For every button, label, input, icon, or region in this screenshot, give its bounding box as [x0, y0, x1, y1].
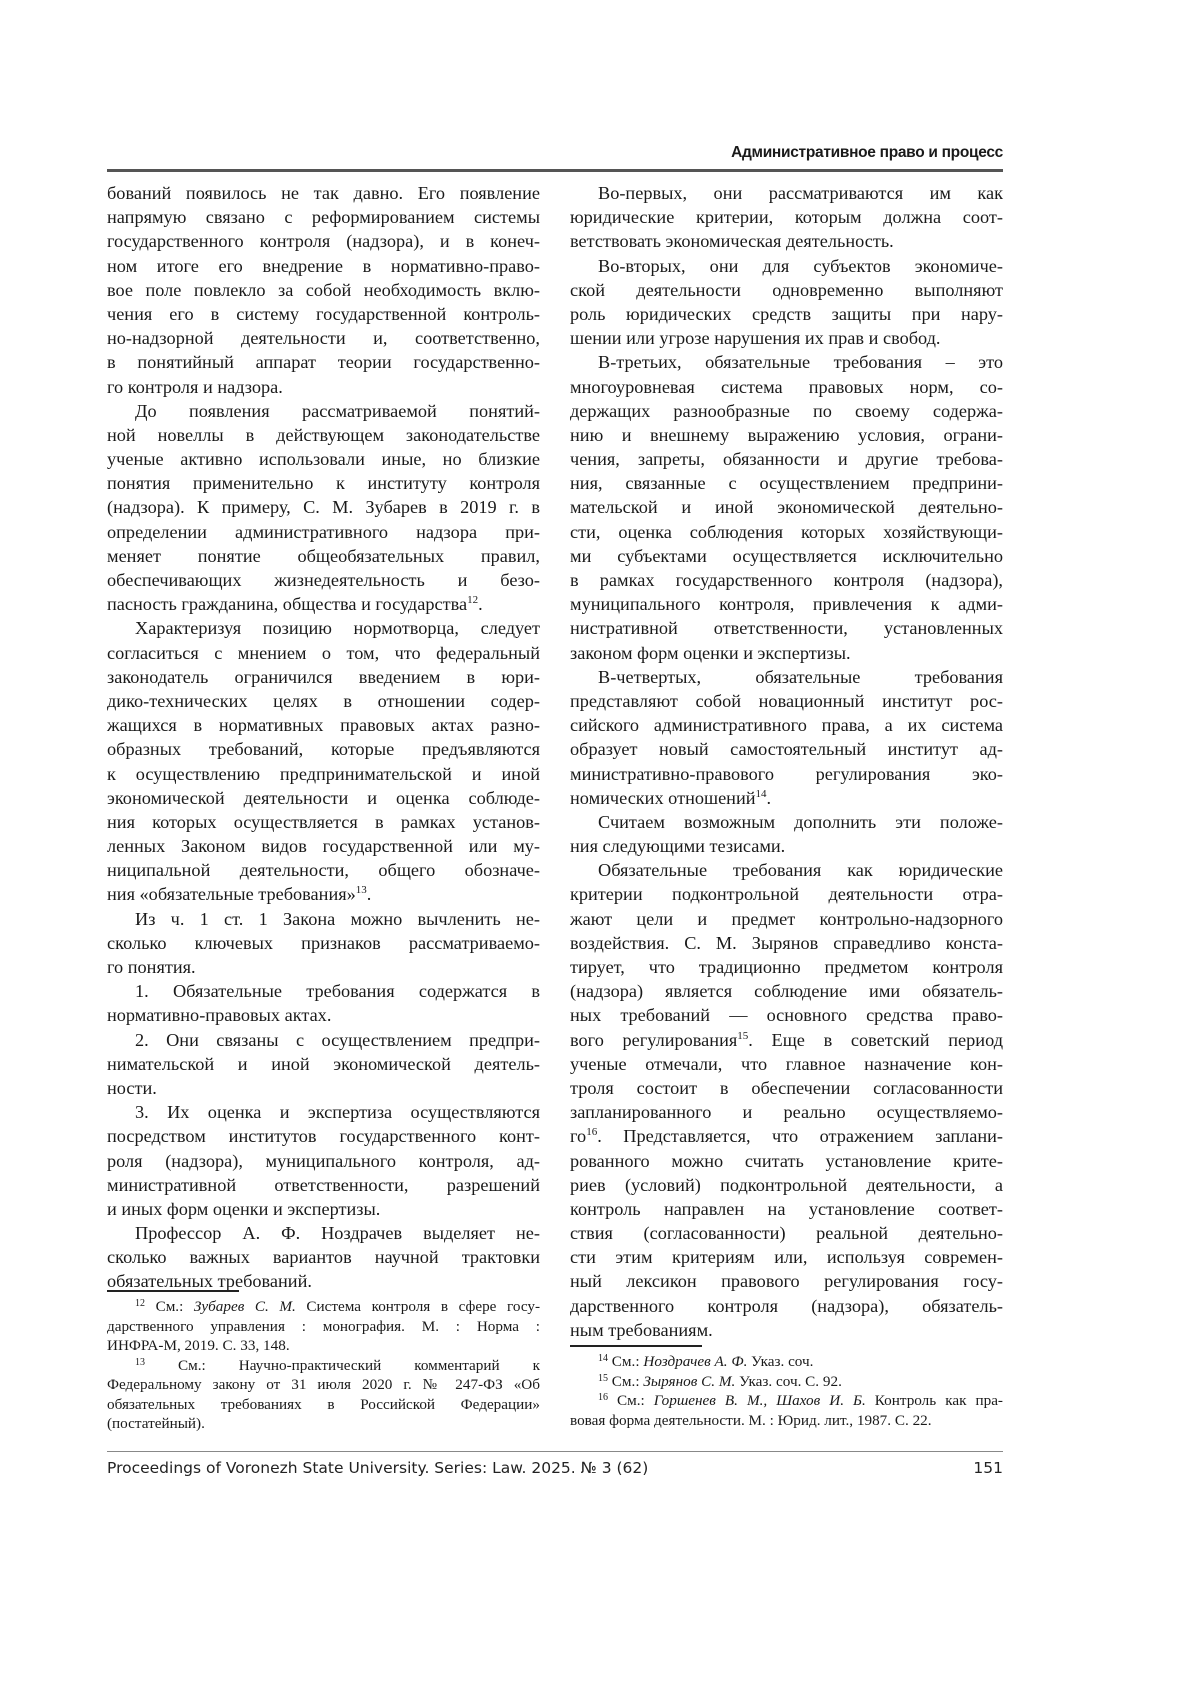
text-line: [107, 786, 540, 810]
text-run: жащихся в нормативных правовых актах разно-: [107, 715, 540, 735]
text-run: Характеризуя позицию нормотворца, следует: [135, 618, 540, 638]
text-line: [107, 1149, 540, 1173]
text-run: юридические критерии, которым должна соот-: [570, 207, 1003, 227]
text-run: 2. Они связаны с осуществлением предпри-: [135, 1030, 540, 1050]
text-run: сти этим критериям или, используя современ-: [570, 1247, 1003, 1267]
text-line: [107, 762, 540, 786]
text-run: образует новый самостоятельный институт ад-: [570, 739, 1003, 759]
text-run: бований появилось не так давно. Его появление: [107, 183, 540, 203]
text-run: пасность гражданина, общества и государства: [107, 594, 467, 614]
author-name: Ноздрачев А. Ф.: [643, 1353, 747, 1370]
text-line: [107, 544, 540, 568]
text-line: [107, 1028, 540, 1052]
paragraph: [107, 979, 540, 1027]
text-run: к осуществлению предпринимательской и иной: [107, 764, 540, 784]
text-run: сийского административного права, а их система: [570, 715, 1003, 735]
text-line: [107, 302, 540, 326]
text-line: [570, 471, 1003, 495]
footnote-ref: 12: [135, 1298, 145, 1309]
text-line: [107, 1375, 540, 1395]
text-line: [570, 762, 1003, 786]
text-run: ным требованиям.: [570, 1320, 713, 1340]
text-run: тирует, что традиционно предметом контроля: [570, 957, 1003, 977]
text-run: воздействия. С. М. Зырянов справедливо конста-: [570, 933, 1003, 953]
text-run: министративно-правового регулирования эко-: [570, 764, 1003, 784]
text-line: [570, 1028, 1003, 1052]
footnote-rule-right: [570, 1345, 702, 1347]
text-line: [107, 1395, 540, 1415]
text-line: [107, 1336, 540, 1356]
text-line: [570, 1052, 1003, 1076]
text-run: сколько ключевых признаков рассматриваемо-: [107, 933, 540, 953]
text-line: [107, 447, 540, 471]
text-run: ных требований — основного средства право-: [570, 1005, 1003, 1025]
paragraph: [107, 1028, 540, 1101]
text-line: [107, 278, 540, 302]
text-line: [107, 1003, 540, 1027]
text-line: [107, 713, 540, 737]
text-run: государственного контроля (надзора), и в конеч-: [107, 231, 540, 251]
text-line: [107, 1100, 540, 1124]
text-line: [570, 1352, 1003, 1372]
text-line: [570, 1294, 1003, 1318]
text-run: ный лексикон правового регулирования госу-: [570, 1271, 1003, 1291]
text-line: [570, 1221, 1003, 1245]
paragraph: [570, 350, 1003, 664]
text-line: [570, 616, 1003, 640]
text-run: обязательных требованиях в Российской Федерации»: [107, 1396, 540, 1413]
text-line: [570, 1124, 1003, 1148]
text-line: [570, 1173, 1003, 1197]
text-line: [570, 399, 1003, 423]
text-line: [570, 568, 1003, 592]
text-line: [570, 1269, 1003, 1293]
text-line: [570, 979, 1003, 1003]
text-run: ИНФРА-М, 2019. С. 33, 148.: [107, 1337, 290, 1354]
text-line: [107, 181, 540, 205]
text-run: роля (надзора), муниципального контроля, ад-: [107, 1151, 540, 1171]
text-line: [570, 205, 1003, 229]
paragraph: [107, 1356, 540, 1434]
text-line: [107, 495, 540, 519]
text-line: [107, 1221, 540, 1245]
text-line: [570, 1318, 1003, 1342]
paragraph: [570, 254, 1003, 351]
footnotes-left: [107, 1297, 540, 1434]
author-name: Горшенев В. М., Шахов И. Б.: [654, 1392, 866, 1409]
text-run: риев (условий) подконтрольной деятельности, а: [570, 1175, 1003, 1195]
text-run: Указ. соч. С. 92.: [735, 1373, 842, 1390]
text-run: рованного можно считать установление крите-: [570, 1151, 1003, 1171]
page-footer: [107, 1459, 1003, 1477]
text-run: ния следующими тезисами.: [570, 836, 785, 856]
text-line: [570, 544, 1003, 568]
text-line: [107, 1052, 540, 1076]
text-run: но-надзорной деятельности и, соответственно,: [107, 328, 540, 348]
text-run: номических отношений: [570, 788, 756, 808]
text-line: [570, 1391, 1003, 1411]
text-line: [107, 205, 540, 229]
paragraph: [107, 1221, 540, 1294]
text-run: 1. Обязательные требования содержатся в: [135, 981, 540, 1001]
text-line: [107, 665, 540, 689]
text-run: дарственного контроля (надзора), обязатель-: [570, 1296, 1003, 1316]
text-run: дико-технических целях в отношении содер-: [107, 691, 540, 711]
author-name: Зырянов С. М.: [643, 1373, 735, 1390]
text-run: Федеральному закону от 31 июля 2020 г. № 247-ФЗ «Об: [107, 1376, 540, 1393]
text-line: [570, 737, 1003, 761]
text-run: В-четвертых, обязательные требования: [598, 667, 1003, 687]
text-line: [107, 1414, 540, 1434]
text-line: [107, 423, 540, 447]
text-run: Во-вторых, они для субъектов экономиче-: [598, 256, 1003, 276]
text-run: шении или угрозе нарушения их прав и свобод.: [570, 328, 941, 348]
footnote-ref: 15: [737, 1030, 748, 1042]
text-run: Обязательные требования как юридические: [598, 860, 1003, 880]
text-run: ленных Законом видов государственной или му-: [107, 836, 540, 856]
text-run: образных требований, которые предъявляются: [107, 739, 540, 759]
text-run: определении административного надзора при-: [107, 522, 540, 542]
text-run: ученые отмечали, что главное назначение кон-: [570, 1054, 1003, 1074]
text-line: [107, 1124, 540, 1148]
text-line: [107, 931, 540, 955]
text-run: нистративной ответственности, установленных: [570, 618, 1003, 638]
footnote-ref: 13: [135, 1357, 145, 1368]
paragraph: [107, 1297, 540, 1356]
text-run: муниципального контроля, привлечения к адми-: [570, 594, 1003, 614]
text-run: и иных форм оценки и экспертизы.: [107, 1199, 380, 1219]
text-line: [570, 689, 1003, 713]
footnote-ref: 13: [356, 884, 367, 896]
text-line: [570, 1245, 1003, 1269]
text-run: законодатель ограничился введением в юри-: [107, 667, 540, 687]
header-rule: [107, 169, 1003, 172]
text-run: Считаем возможным дополнить эти положе-: [598, 812, 1003, 832]
text-line: [107, 520, 540, 544]
text-line: [107, 254, 540, 278]
text-line: [107, 1173, 540, 1197]
text-run: контроль направлен на установление соответ-: [570, 1199, 1003, 1219]
text-run: . Еще в советский период: [748, 1030, 1003, 1050]
text-line: [107, 641, 540, 665]
text-run: вого регулирования: [570, 1030, 737, 1050]
text-run: ной новеллы в действующем законодательстве: [107, 425, 540, 445]
text-line: [570, 592, 1003, 616]
text-line: [570, 713, 1003, 737]
text-run: ской деятельности одновременно выполняют: [570, 280, 1003, 300]
text-line: [570, 229, 1003, 253]
text-run: До появления рассматриваемой понятий-: [135, 401, 540, 421]
text-run: жают цели и предмет контрольно-надзорного: [570, 909, 1003, 929]
text-run: согласиться с мнением о том, что федеральный: [107, 643, 540, 663]
text-line: [570, 278, 1003, 302]
text-run: экономической деятельности и оценка соблюде-: [107, 788, 540, 808]
text-run: .: [478, 594, 483, 614]
paragraph: [107, 399, 540, 617]
text-line: [570, 1411, 1003, 1431]
paragraph: [107, 616, 540, 906]
text-run: многоуровневая система правовых норм, со-: [570, 377, 1003, 397]
text-run: чения его в систему государственной контроль-: [107, 304, 540, 324]
text-line: [107, 882, 540, 906]
text-line: [107, 834, 540, 858]
text-run: посредством институтов государственного конт-: [107, 1126, 540, 1146]
footnote-ref: 15: [598, 1373, 608, 1384]
text-run: го контроля и надзора.: [107, 377, 283, 397]
paragraph: [570, 665, 1003, 810]
text-line: [107, 1076, 540, 1100]
text-run: (постатейный).: [107, 1415, 205, 1432]
text-line: [107, 471, 540, 495]
paragraph: [107, 1100, 540, 1221]
footnote-ref: 14: [598, 1353, 608, 1364]
text-run: напрямую связано с реформированием системы: [107, 207, 540, 227]
text-line: [107, 1245, 540, 1269]
text-run: (надзора). К примеру, С. М. Зубарев в 2019 г. в: [107, 497, 540, 517]
text-run: . Представляется, что отражением заплани-: [597, 1126, 1003, 1146]
text-run: вое поле повлекло за собой необходимость вклю-: [107, 280, 540, 300]
text-run: го понятия.: [107, 957, 196, 977]
text-line: [107, 907, 540, 931]
text-line: [107, 326, 540, 350]
text-run: дарственного управления : монография. М. : Норма :: [107, 1318, 540, 1335]
text-line: [570, 641, 1003, 665]
text-line: [107, 1197, 540, 1221]
text-line: [570, 375, 1003, 399]
text-run: Профессор А. Ф. Ноздрачев выделяет не-: [135, 1223, 540, 1243]
running-head-section: Административное право и процесс: [107, 144, 1003, 162]
text-line: [107, 979, 540, 1003]
text-line: [570, 1149, 1003, 1173]
text-run: В-третьих, обязательные требования – это: [598, 352, 1003, 372]
journal-citation: Proceedings of Voronezh State University. Series: Law. 2025. № 3 (62): [107, 1459, 648, 1477]
right-column: [570, 181, 1003, 1342]
footnote-ref: 14: [756, 788, 767, 800]
text-run: См.: Научно-практический комментарий к: [145, 1357, 540, 1374]
left-column: [107, 181, 540, 1294]
text-line: [570, 495, 1003, 519]
footnote-rule-left: [107, 1290, 239, 1292]
paragraph: [570, 1372, 1003, 1392]
text-line: [570, 882, 1003, 906]
text-run: вовая форма деятельности. М. : Юрид. лит., 1987. С. 22.: [570, 1412, 932, 1429]
text-line: [570, 302, 1003, 326]
text-run: Из ч. 1 ст. 1 Закона можно вычленить не-: [135, 909, 540, 929]
text-line: [570, 1076, 1003, 1100]
footnote-ref: 12: [467, 594, 478, 606]
text-run: Во-первых, они рассматриваются им как: [598, 183, 1003, 203]
text-run: в понятийный аппарат теории государственно-: [107, 352, 540, 372]
footnote-ref: 16: [598, 1392, 608, 1403]
text-line: [570, 326, 1003, 350]
paragraph: [570, 858, 1003, 1342]
text-line: [570, 181, 1003, 205]
paragraph: [107, 181, 540, 399]
text-line: [570, 1100, 1003, 1124]
text-run: роль юридических средств защиты при нару-: [570, 304, 1003, 324]
text-run: обязательных требований.: [107, 1271, 312, 1291]
text-run: сколько важных вариантов научной трактовки: [107, 1247, 540, 1267]
text-run: нимательской и иной экономической деятель-: [107, 1054, 540, 1074]
text-line: [570, 520, 1003, 544]
text-run: критерии подконтрольной деятельности отра-: [570, 884, 1003, 904]
text-run: ния которых осуществляется в рамках установ-: [107, 812, 540, 832]
paragraph: [570, 181, 1003, 254]
text-line: [107, 858, 540, 882]
paragraph: [570, 810, 1003, 858]
text-run: запланированного и реально осуществляемо-: [570, 1102, 1003, 1122]
page-number: 151: [973, 1459, 1003, 1477]
paragraph: [570, 1391, 1003, 1430]
text-run: троля состоит в обеспечении согласованности: [570, 1078, 1003, 1098]
text-line: [570, 423, 1003, 447]
text-line: [107, 810, 540, 834]
text-line: [107, 737, 540, 761]
text-line: [107, 229, 540, 253]
text-run: нормативно-правовых актах.: [107, 1005, 331, 1025]
text-run: См.:: [608, 1392, 654, 1409]
text-line: [570, 810, 1003, 834]
text-run: 3. Их оценка и экспертиза осуществляются: [135, 1102, 540, 1122]
text-line: [107, 689, 540, 713]
text-line: [570, 350, 1003, 374]
text-run: Контроль как пра-: [866, 1392, 1003, 1409]
text-run: мательской и иной экономической деятельно-: [570, 497, 1003, 517]
text-line: [570, 931, 1003, 955]
text-run: ности.: [107, 1078, 157, 1098]
text-run: ствия (согласованности) реальной деятельно-: [570, 1223, 1003, 1243]
paragraph: [107, 907, 540, 980]
text-line: [107, 592, 540, 616]
text-line: [570, 858, 1003, 882]
text-line: [570, 1197, 1003, 1221]
text-line: [107, 399, 540, 423]
text-run: представляют собой новационный институт рос-: [570, 691, 1003, 711]
text-line: [570, 447, 1003, 471]
text-line: [570, 1372, 1003, 1392]
text-line: [570, 254, 1003, 278]
text-line: [107, 616, 540, 640]
text-run: нию и внешнему выражению условия, ограни-: [570, 425, 1003, 445]
text-run: ниципальной деятельности, общего обозначе-: [107, 860, 540, 880]
text-line: [570, 786, 1003, 810]
text-run: понятия применительно к институту контроля: [107, 473, 540, 493]
footer-rule: [107, 1451, 1003, 1452]
paragraph: [570, 1352, 1003, 1372]
text-line: [570, 1003, 1003, 1027]
text-line: [107, 1356, 540, 1376]
text-run: (надзора) является соблюдение ими обязатель-: [570, 981, 1003, 1001]
text-run: министративной ответственности, разрешений: [107, 1175, 540, 1195]
text-line: [570, 955, 1003, 979]
text-run: ми субъектами осуществляется исключительно: [570, 546, 1003, 566]
text-run: ном итоге его внедрение в нормативно-право-: [107, 256, 540, 276]
text-line: [107, 568, 540, 592]
text-line: [570, 834, 1003, 858]
text-line: [107, 1297, 540, 1317]
text-run: ученые активно использовали иные, но близкие: [107, 449, 540, 469]
text-run: Указ. соч.: [747, 1353, 813, 1370]
text-run: законом форм оценки и экспертизы.: [570, 643, 851, 663]
text-run: См.:: [145, 1298, 194, 1315]
text-line: [107, 1317, 540, 1337]
text-line: [570, 665, 1003, 689]
text-line: [570, 907, 1003, 931]
text-run: ния «обязательные требования»: [107, 884, 356, 904]
text-run: .: [767, 788, 772, 808]
author-name: Зубарев С. М.: [194, 1298, 296, 1315]
text-run: го: [570, 1126, 586, 1146]
text-run: меняет понятие общеобязательных правил,: [107, 546, 540, 566]
text-run: чения, запреты, обязанности и другие требова-: [570, 449, 1003, 469]
text-line: [107, 955, 540, 979]
text-line: [107, 375, 540, 399]
footnotes-right: [570, 1352, 1003, 1430]
text-run: См.:: [608, 1373, 643, 1390]
text-run: ния, связанные с осуществлением предприни-: [570, 473, 1003, 493]
text-line: [107, 350, 540, 374]
footnote-ref: 16: [586, 1126, 597, 1138]
text-run: См.:: [608, 1353, 643, 1370]
text-run: обеспечивающих жизнедеятельность и безо-: [107, 570, 540, 590]
text-run: держащих разнообразные по своему содержа-: [570, 401, 1003, 421]
text-run: сти, оценка соблюдения которых хозяйствующи-: [570, 522, 1003, 542]
text-run: .: [367, 884, 372, 904]
text-run: в рамках государственного контроля (надзора),: [570, 570, 1003, 590]
text-run: ветствовать экономическая деятельность.: [570, 231, 894, 251]
text-run: Система контроля в сфере госу-: [296, 1298, 540, 1315]
